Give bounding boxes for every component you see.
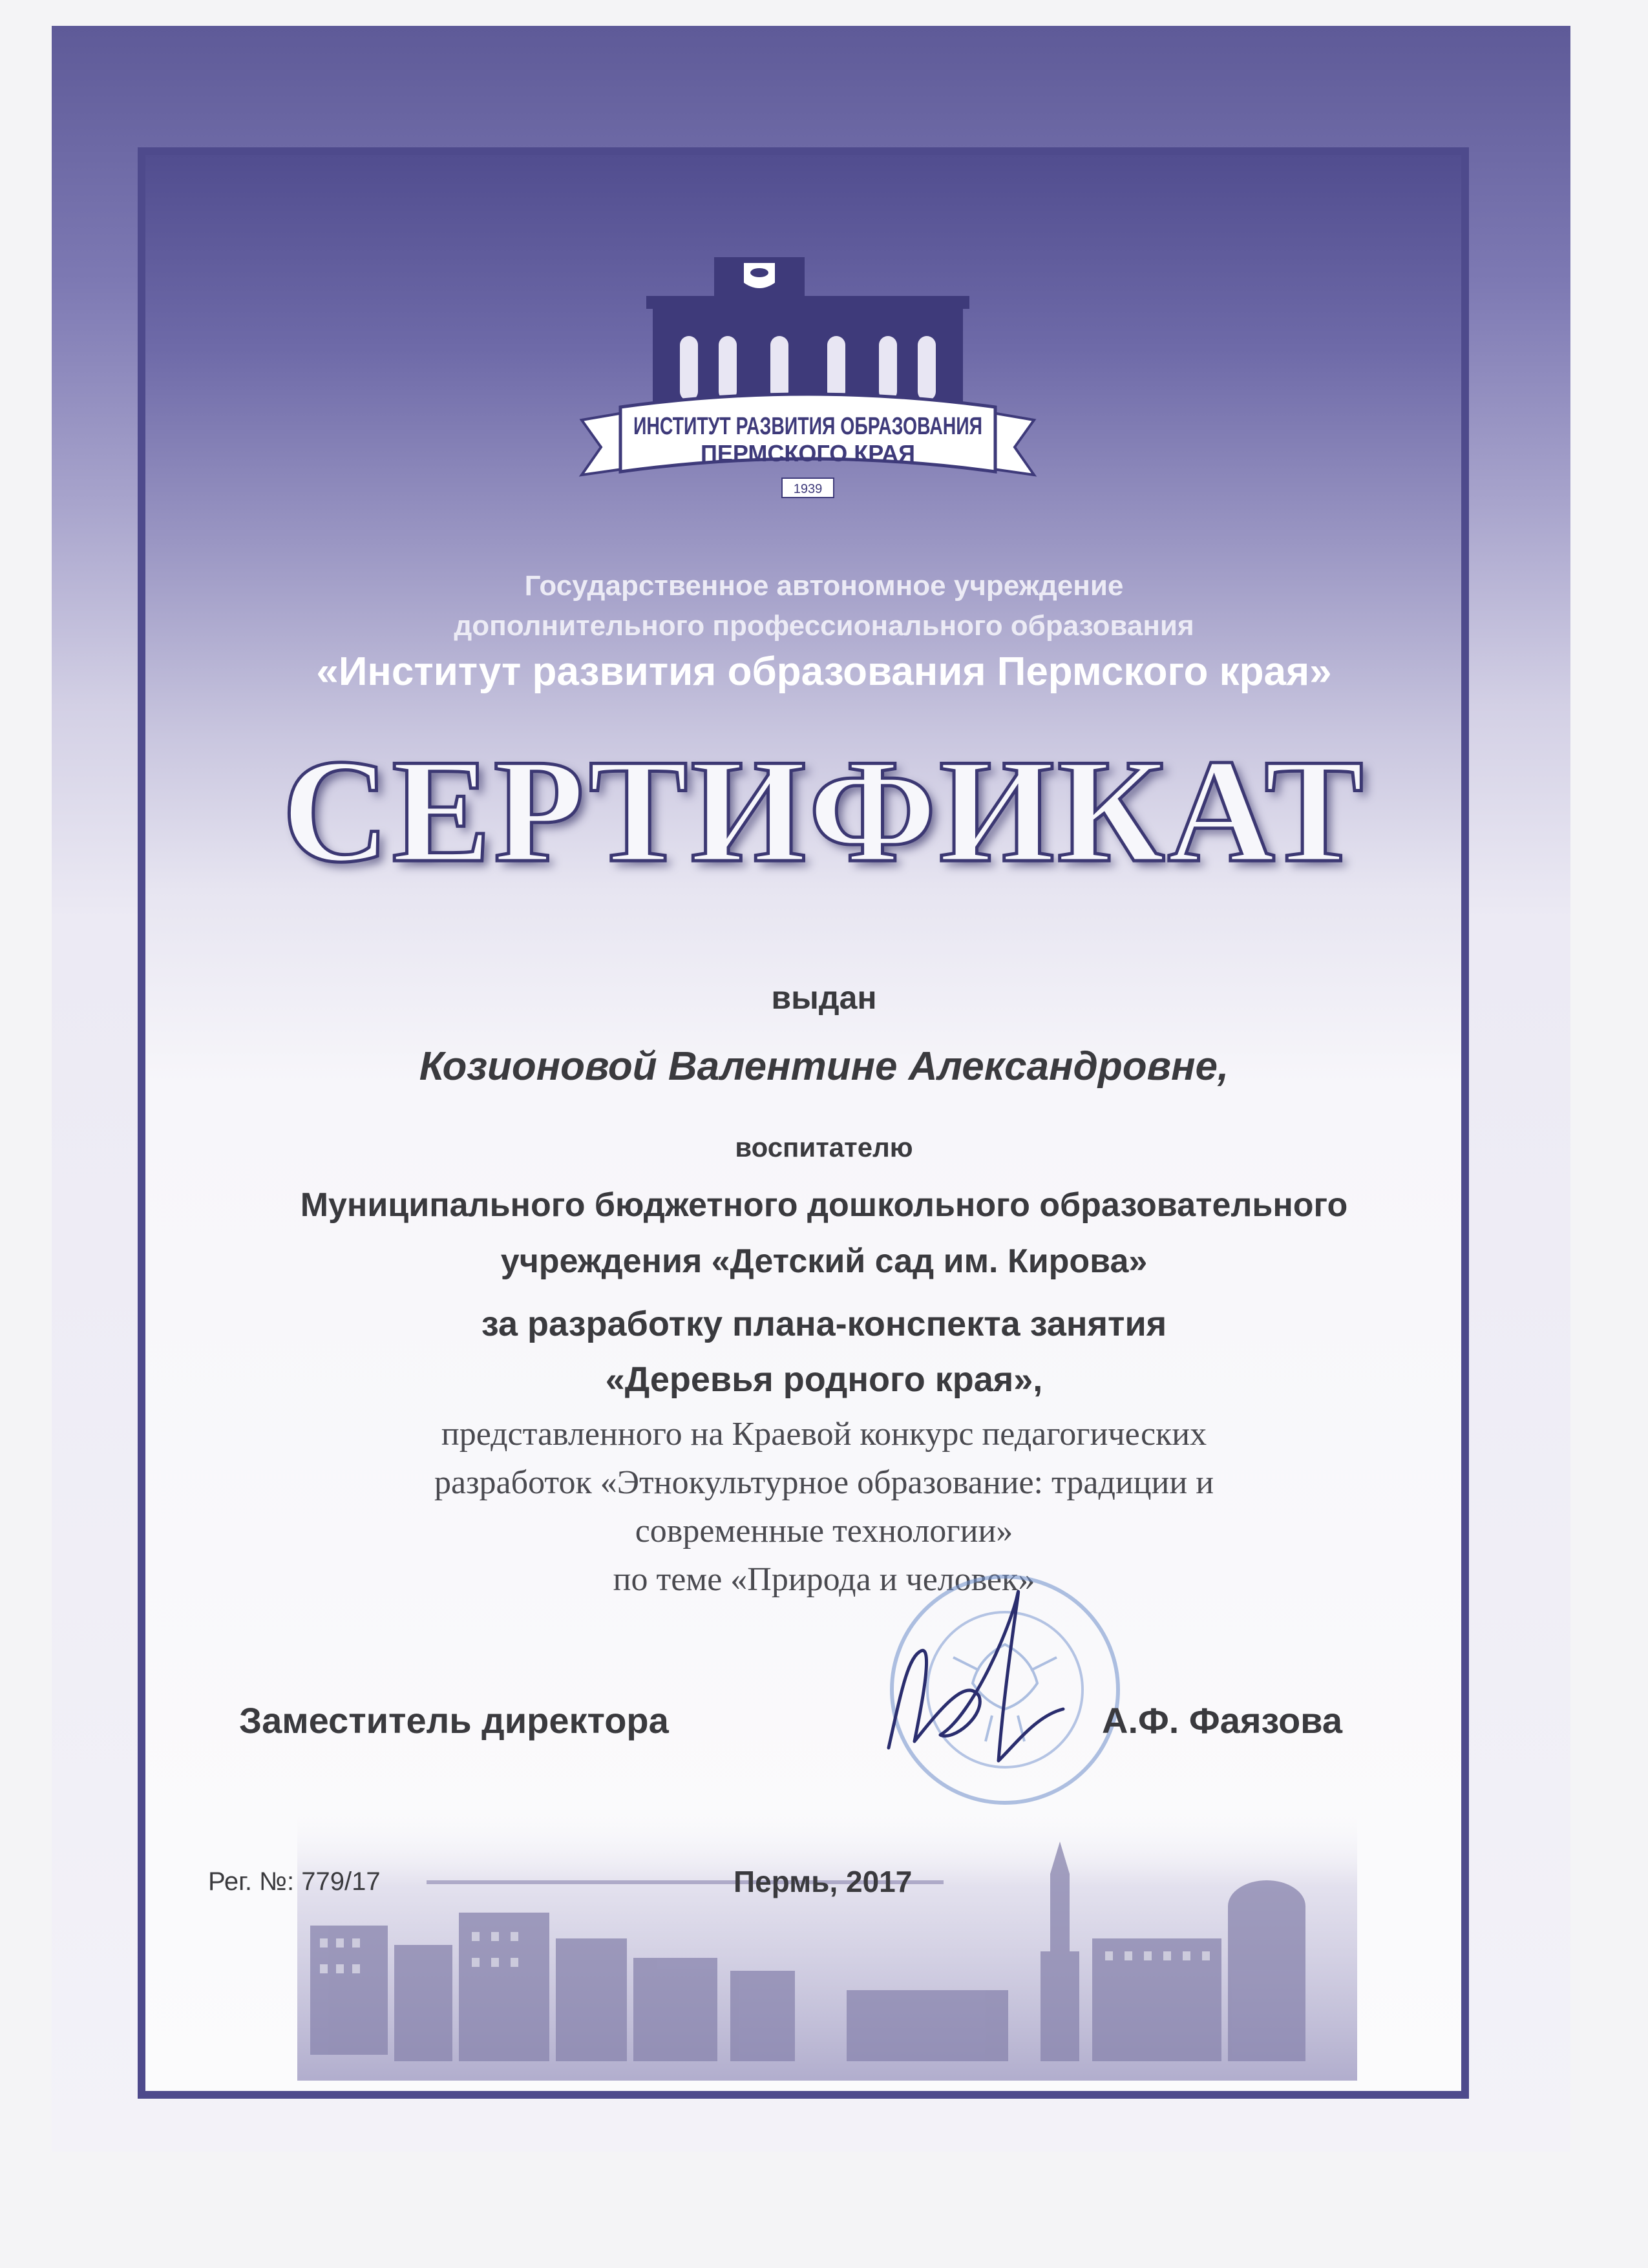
contest-line3: современные технологии» (635, 1513, 1013, 1549)
registration-number: Рег. №: 779/17 (208, 1867, 381, 1896)
certificate-title: СЕРТИФИКАТ (282, 728, 1366, 893)
achievement-title: «Деревья родного края», (605, 1360, 1043, 1399)
institution-line2: учреждения «Детский сад им. Кирова» (500, 1243, 1148, 1280)
logo-line2: ПЕРМСКОГО КРАЯ (700, 440, 916, 467)
contest-line1: представленного на Краевой конкурс педагогических (441, 1416, 1207, 1453)
contest-line4: по теме «Природа и человек» (613, 1561, 1035, 1598)
institution-line1: Муниципального бюджетного дошкольного образовательного (300, 1186, 1348, 1224)
recipient-name: Козионовой Валентине Александровне, (419, 1044, 1229, 1089)
official-stamp (811, 1548, 1147, 1851)
logo-line1: ИНСТИТУТ РАЗВИТИЯ ОБРАЗОВАНИЯ (633, 413, 982, 440)
organization-line1: Государственное автономное учреждение (524, 570, 1124, 602)
organization-line2: дополнительного профессионального образования (454, 610, 1194, 642)
organization-name: «Институт развития образования Пермского края» (316, 649, 1332, 694)
issued-label: выдан (771, 980, 877, 1016)
contest-line2: разработок «Этнокультурное образование: традиции и (434, 1464, 1214, 1501)
signatory-title: Заместитель директора (239, 1700, 669, 1741)
institute-logo (569, 246, 1047, 530)
signatory-name: А.Ф. Фаязова (1102, 1700, 1343, 1741)
place-and-year: Пермь, 2017 (734, 1865, 913, 1898)
logo-year: 1939 (793, 482, 823, 496)
achievement-line1: за разработку плана-конспекта занятия (481, 1305, 1167, 1343)
recipient-position: воспитателю (735, 1132, 913, 1162)
